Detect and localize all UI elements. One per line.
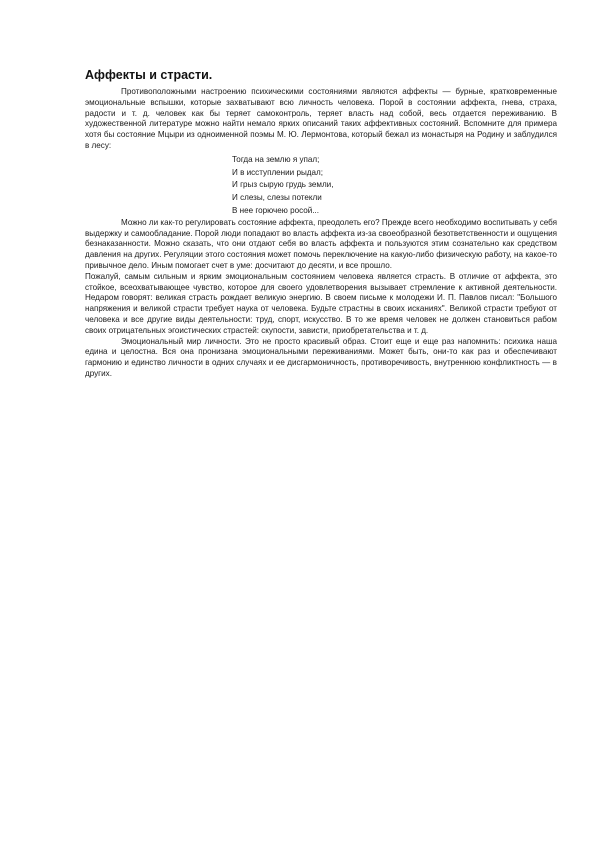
paragraph-emotional-world: Эмоциональный мир личности. Это не просто красивый образ. Стоит еще и еще раз напомнить: психика наша едина и целостна. Вся она пронизана эмоциональными переживаниями. Может быть, они-то как раз и обеспечивают гармонию и единство личности в одних случаях и ее дисгармоничность, противоречивость, внутреннюю конфликтность — в других. — [85, 336, 557, 378]
paragraph-affect-regulation: Можно ли как-то регулировать состояние аффекта, преодолеть его? Прежде всего необходимо воспитывать у себя выдержку и самообладание. Порой люди попадают во власть аффекта из-за своеобразной безответственности и ощущения безнаказанности. Можно сказать, что они отдают себя во власть аффекта и пользуются этим сознательно как средством давления на других. Регуляции этого состояния может помочь переключение на какую-либо физическую работу, на какое-то привычное дело. Иным помогает счет в уме: досчитают до десяти, и все прошло. — [85, 217, 557, 270]
poem-line: В нее горючею росой... — [232, 205, 319, 215]
document-page — [85, 68, 557, 380]
paragraph-affects-intro: Противоположными настроению психическими состояниями являются аффекты — бурные, кратковременные эмоциональные вспышки, которые захватывают всю личность человека. Порой в состоянии аффекта, гнева, страха, радости и т. д. человек как бы теряет самоконтроль, теряет власть над собой, весь отдается переживанию. В художественной литературе можно найти немало ярких описаний таких аффективных состояний. Вспомните для примера хотя бы состояние Мцыри из одноименной поэмы М. Ю. Лермонтова, который бежал из монастыря на Родину и заблудился в лесу: — [85, 87, 557, 150]
poem-line: Тогда на землю я упал; — [232, 154, 320, 164]
poem-line: И в исступлении рыдал; — [232, 167, 323, 177]
document-title: Аффекты и страсти. — [85, 68, 213, 82]
paragraph-passion: Пожалуй, самым сильным и ярким эмоциональным состоянием человека является страсть. В отличие от аффекта, это стойкое, всеохватывающее чувство, которое для своего удовлетворения вызывает стремление к активной деятельности. Недаром говорят: великая страсть рождает великую энергию. В своем письме к молодежи И. П. Павлов писал: "Большого напряжения и великой страсти требует наука от человека. Будьте страстны в своих исканиях". Великой страсти требуют от человека и все другие виды деятельности: труд, спорт, искусство. В то же время человек не должен становиться рабом своих отрицательных эгоистических страстей: скупости, зависти, приобретательства и т. д. — [85, 271, 557, 335]
poem-line: И грыз сырую грудь земли, — [232, 180, 334, 190]
poem-quote — [232, 154, 557, 218]
poem-line: И слезы, слезы потекли — [232, 193, 322, 203]
